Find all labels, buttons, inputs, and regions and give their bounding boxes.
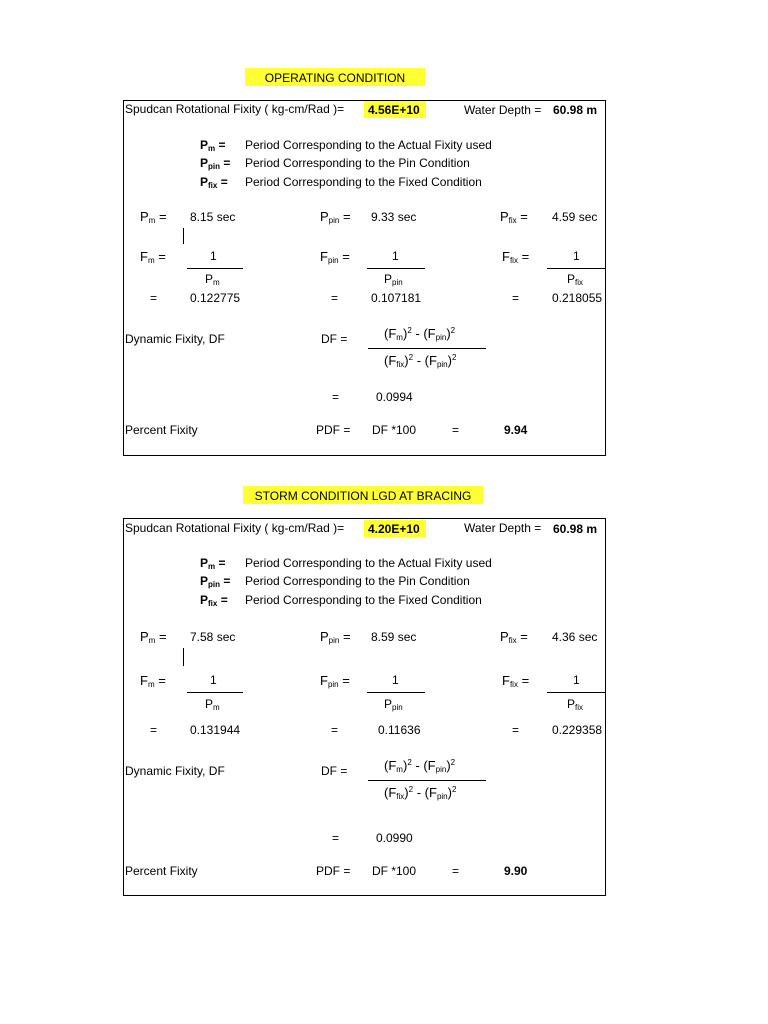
- def-pfix-text: Period Corresponding to the Fixed Condition: [245, 175, 482, 189]
- fpin-eq: =: [331, 723, 339, 737]
- fm-result: 0.131944: [190, 723, 241, 737]
- fm-denominator: $P_m$: [205, 697, 220, 712]
- fm-fraction-bar: [187, 692, 243, 693]
- fpin-numerator: 1: [392, 249, 399, 263]
- def-pfix-symbol: $P_{fix}$ =: [200, 593, 228, 608]
- spudcan-label: Spudcan Rotational Fixity ( kg-cm/Rad )=: [125, 521, 345, 535]
- fpin-numerator: 1: [392, 673, 399, 687]
- dynamic-fixity-label: Dynamic Fixity, DF: [125, 764, 225, 778]
- pdf-formula: DF *100: [372, 423, 417, 437]
- fm-result: 0.122775: [190, 291, 241, 305]
- ppin-value: 9.33 sec: [371, 210, 417, 224]
- ppin-value: 8.59 sec: [371, 630, 417, 644]
- df-value: 0.0994: [376, 390, 413, 404]
- fm-denominator: $P_m$: [205, 272, 220, 287]
- ffix-result: 0.218055: [552, 291, 603, 305]
- df-eq: =: [332, 390, 340, 404]
- water-depth-label: Water Depth =: [464, 103, 542, 117]
- fpin-fraction-bar: [367, 268, 425, 269]
- section-title-box: [245, 68, 425, 86]
- dynamic-fixity-label: Dynamic Fixity, DF: [125, 332, 225, 346]
- df-value: 0.0990: [376, 831, 413, 845]
- def-pm-symbol: $P_m$ =: [200, 138, 226, 153]
- fpin-denominator: $P_{pin}$: [384, 697, 403, 712]
- fm-numerator: 1: [210, 673, 217, 687]
- df-denominator: $(F_{fix})^2 - (F_{pin})^2$: [384, 785, 457, 801]
- fpin-eq: =: [331, 291, 339, 305]
- pdf-value: 9.94: [504, 423, 528, 437]
- df-label: DF =: [321, 764, 348, 778]
- fixity-value: 4.20E+10: [368, 522, 420, 536]
- def-pfix-text: Period Corresponding to the Fixed Condition: [245, 593, 482, 607]
- fm-label: $F_m$ =: [140, 249, 166, 265]
- df-denominator: $(F_{fix})^2 - (F_{pin})^2$: [384, 353, 457, 369]
- pm-value: 7.58 sec: [190, 630, 236, 644]
- pm-label: $P_m$ =: [140, 629, 167, 645]
- df-fraction-bar: [368, 348, 486, 349]
- pdf-eq: =: [452, 864, 460, 878]
- def-pm-text: Period Corresponding to the Actual Fixity used: [245, 138, 492, 152]
- fm-numerator: 1: [210, 249, 217, 263]
- ffix-eq: =: [512, 291, 520, 305]
- water-depth-value: 60.98 m: [553, 522, 598, 536]
- fpin-label: $F_{pin}$ =: [320, 249, 350, 265]
- section-title-box: [243, 486, 483, 504]
- ffix-denominator: $P_{fix}$: [567, 697, 584, 712]
- pm-value: 8.15 sec: [190, 210, 236, 224]
- ffix-label: $F_{fix}$ =: [502, 249, 530, 265]
- fm-label: $F_m$ =: [140, 673, 166, 689]
- pdf-eq: =: [452, 423, 460, 437]
- fpin-denominator: $P_{pin}$: [384, 272, 403, 287]
- text-cursor: [183, 648, 184, 666]
- pfix-value: 4.59 sec: [552, 210, 598, 224]
- fpin-result: 0.107181: [371, 291, 422, 305]
- ffix-numerator: 1: [573, 249, 580, 263]
- pfix-value: 4.36 sec: [552, 630, 598, 644]
- ffix-eq: =: [512, 723, 520, 737]
- def-ppin-text: Period Corresponding to the Pin Condition: [245, 156, 470, 170]
- def-ppin-text: Period Corresponding to the Pin Condition: [245, 574, 470, 588]
- percent-fixity-label: Percent Fixity: [125, 423, 198, 437]
- water-depth-label: Water Depth =: [464, 521, 542, 535]
- fixity-value: 4.56E+10: [368, 103, 420, 117]
- def-pfix-symbol: $P_{fix}$ =: [200, 175, 228, 190]
- df-numerator: $(F_m)^2 - (F_{pin})^2$: [384, 758, 456, 774]
- ffix-numerator: 1: [573, 673, 580, 687]
- ppin-label: $P_{pin}$ =: [320, 209, 351, 225]
- fm-eq: =: [150, 291, 158, 305]
- df-eq: =: [332, 831, 340, 845]
- ffix-fraction-bar: [547, 268, 606, 269]
- fpin-fraction-bar: [367, 692, 425, 693]
- calc-frame: [123, 100, 606, 456]
- df-fraction-bar: [368, 780, 486, 781]
- pm-label: $P_m$ =: [140, 209, 167, 225]
- text-cursor: [183, 228, 184, 244]
- ffix-result: 0.229358: [552, 723, 603, 737]
- df-label: DF =: [321, 332, 348, 346]
- pdf-label: PDF =: [316, 864, 351, 878]
- df-numerator: $(F_m)^2 - (F_{pin})^2$: [384, 326, 456, 342]
- pfix-label: $P_{fix}$ =: [500, 209, 528, 225]
- section-title: STORM CONDITION LGD AT BRACING: [254, 489, 472, 503]
- percent-fixity-label: Percent Fixity: [125, 864, 198, 878]
- fpin-label: $F_{pin}$ =: [320, 673, 350, 689]
- section-title: OPERATING CONDITION: [264, 71, 406, 85]
- ffix-denominator: $P_{fix}$: [567, 272, 584, 287]
- pdf-formula: DF *100: [372, 864, 417, 878]
- fm-fraction-bar: [187, 268, 243, 269]
- def-ppin-symbol: $P_{pin}$ =: [200, 156, 231, 171]
- def-ppin-symbol: $P_{pin}$ =: [200, 574, 231, 589]
- pdf-label: PDF =: [316, 423, 351, 437]
- pfix-label: $P_{fix}$ =: [500, 629, 528, 645]
- def-pm-symbol: $P_m$ =: [200, 556, 226, 571]
- fm-eq: =: [150, 723, 158, 737]
- def-pm-text: Period Corresponding to the Actual Fixity used: [245, 556, 492, 570]
- pdf-value: 9.90: [504, 864, 528, 878]
- fpin-result: 0.11636: [378, 723, 421, 737]
- water-depth-value: 60.98 m: [553, 103, 598, 117]
- spudcan-label: Spudcan Rotational Fixity ( kg-cm/Rad )=: [125, 102, 345, 116]
- ffix-fraction-bar: [547, 692, 606, 693]
- ffix-label: $F_{fix}$ =: [502, 673, 530, 689]
- ppin-label: $P_{pin}$ =: [320, 629, 351, 645]
